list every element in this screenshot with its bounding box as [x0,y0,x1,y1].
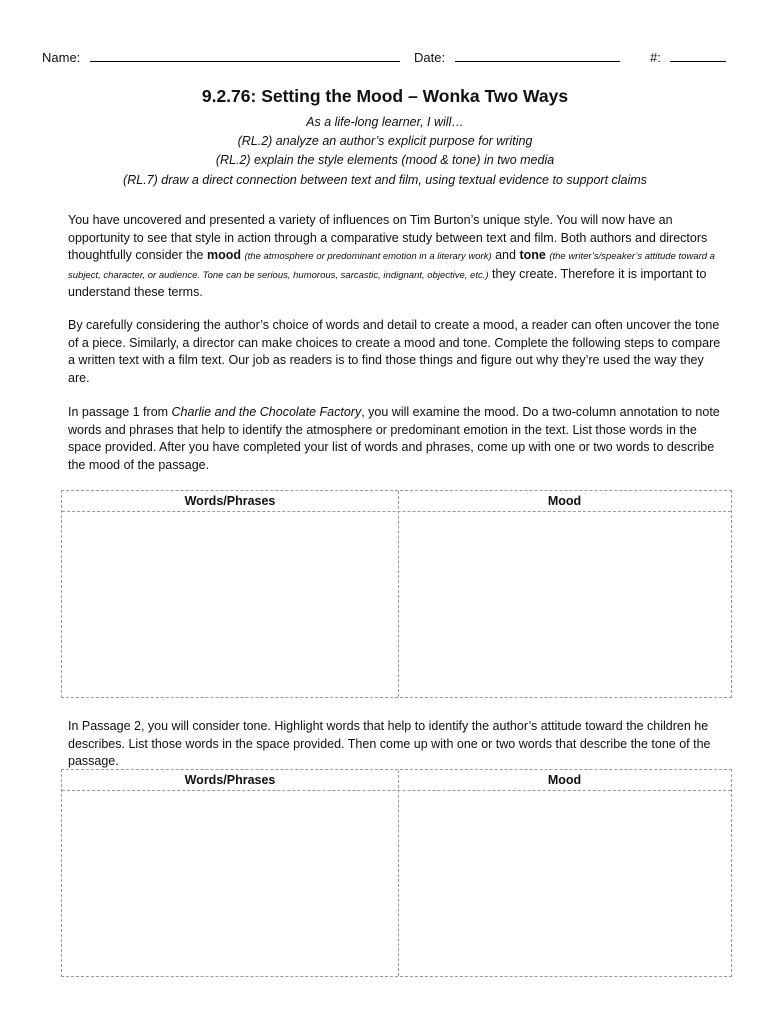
number-blank[interactable] [670,48,726,62]
and-text: and [491,248,520,263]
column-header-words: Words/Phrases [184,773,276,787]
objective-item: (RL.7) draw a direct connection between text and film, using textual evidence to support claims [123,173,647,187]
intro-text-end: they create. Therefore it is important to understand these terms. [68,266,707,300]
page-title: 9.2.76: Setting the Mood – Wonka Two Ways [201,86,569,106]
book-title: Charlie and the Chocolate Factory [171,405,362,419]
intro-paragraph [68,212,728,302]
column-header-words: Words/Phrases [184,494,276,508]
mood-definition: (the atmosphere or predominant emotion in a literary work) [244,251,492,263]
number-label: #: [650,50,661,65]
column-header-mood: Mood [547,773,582,787]
term-tone: tone [519,248,546,263]
column-divider [398,770,399,976]
passage1-paragraph [68,404,728,474]
column-divider [398,491,399,697]
name-label: Name: [42,50,81,65]
annotation-table-2 [61,769,732,977]
date-field[interactable] [414,48,620,65]
steps-paragraph: By carefully considering the author’s choice of words and detail to create a mood, a reader can often uncover the tone of a piece. Similarly, a director can make choices to create a mood and tone. Complete the following steps to compare a written text with a film text. Our job as readers is to find those things and figure out why they’re used the way they are. [68,318,721,385]
passage1-text-end: , you will examine the mood. Do a two-column annotation to note words and phrases that help to identify the atmosphere or predominant emotion in the text. List those words in the space provided. After you have completed your list of words and phrases, come up with one or two words to describe the mood of the passage. [68,405,720,472]
intro-text: You have uncovered and presented a variety of influences on Tim Burton’s unique style. You will now have an opportunity to see that style in action through a comparative study between text and film. Both authors and directors thoughtfully consider the [68,213,708,263]
objective-item: (RL.2) explain the style elements (mood & tone) in two media [215,153,555,167]
term-mood: mood [206,248,242,263]
passage2-paragraph: In Passage 2, you will consider tone. Highlight words that help to identify the author’s attitude toward the children he describes. List those words in the space provided. Then come up with one or two words that describe the tone of the passage. [68,719,711,769]
date-blank[interactable] [455,48,620,62]
date-label: Date: [414,50,446,65]
column-header-mood: Mood [547,494,582,508]
objective-intro: As a life-long learner, I will… [306,115,464,129]
annotation-table-1 [61,490,732,698]
passage1-text: In passage 1 from [68,405,172,419]
tone-definition: (the writer’s/speaker’s attitude toward a subject, character, or audience. Tone can be serious, humorous, sarcastic, indignant, objective, etc.) [68,251,715,281]
number-field[interactable] [650,48,726,65]
name-blank[interactable] [90,48,400,62]
objective-item: (RL.2) analyze an author’s explicit purpose for writing [237,134,533,148]
table-divider [62,790,731,791]
name-field[interactable] [42,48,400,65]
table-divider [62,511,731,512]
